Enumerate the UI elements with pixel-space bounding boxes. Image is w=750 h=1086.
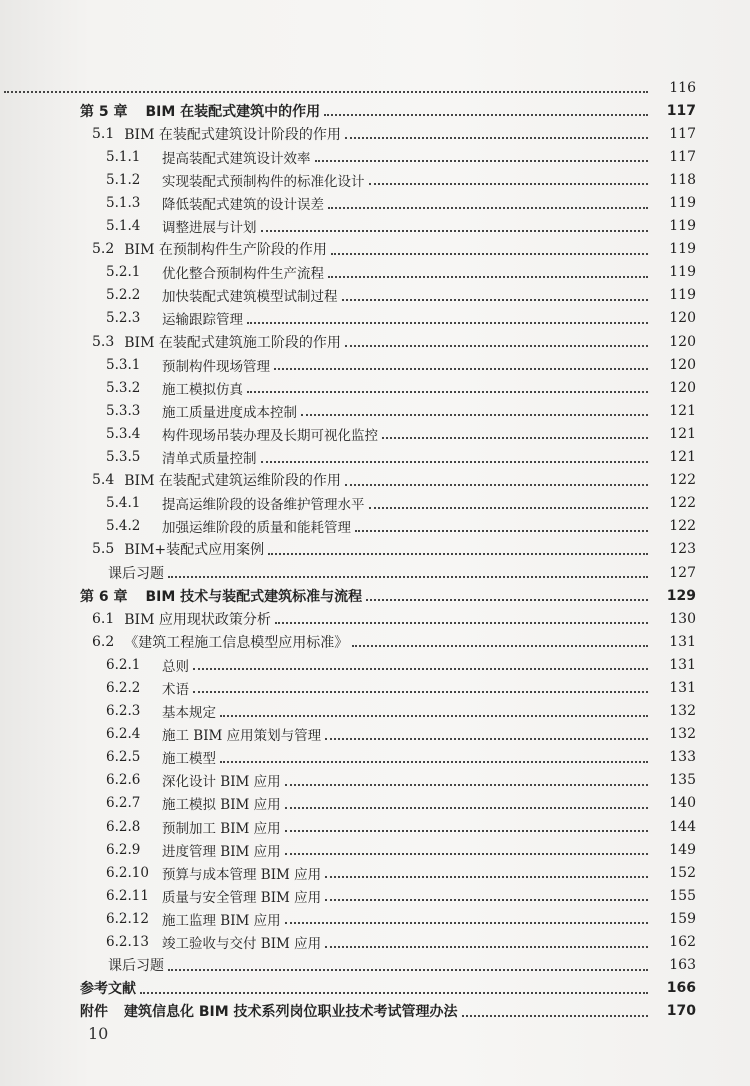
toc-entry-number: 5.3.2 <box>106 379 141 396</box>
toc-entry-label <box>106 840 281 860</box>
toc-entry-label <box>106 932 321 952</box>
toc-entry-title: 运输跟踪管理 <box>162 312 243 329</box>
toc-entry-page: 149 <box>669 841 696 858</box>
toc-entry-title: BIM 在装配式建筑设计阶段的作用 <box>124 126 341 143</box>
toc-entry-label <box>106 701 216 721</box>
toc-entry-label <box>80 978 136 998</box>
toc-entry <box>0 538 750 561</box>
dot-leader <box>325 737 648 740</box>
toc-entry-title: 进度管理 BIM 应用 <box>162 843 281 860</box>
dot-leader <box>328 275 648 278</box>
toc-entry-page: 120 <box>669 356 696 373</box>
toc-entry-label <box>106 170 365 190</box>
toc-entry-label <box>106 262 324 282</box>
toc-entry-label <box>106 678 189 698</box>
toc-entry <box>0 954 750 977</box>
toc-entry-page: 144 <box>669 818 696 835</box>
toc-entry-page: 152 <box>669 864 696 881</box>
toc-entry-page: 119 <box>669 195 696 212</box>
toc-entry-title: 竣工验收与交付 BIM 应用 <box>162 936 322 953</box>
toc-entry-label <box>106 516 351 536</box>
toc-entry <box>0 792 750 815</box>
toc-entry-page: 120 <box>669 333 696 350</box>
toc-entry-page: 131 <box>669 633 696 650</box>
toc-entry-page: 121 <box>669 449 696 466</box>
toc-entry-label <box>106 401 297 421</box>
toc-entry-label <box>92 609 271 629</box>
toc-entry-number: 5.2.2 <box>106 287 141 304</box>
toc-entry-label <box>108 955 164 975</box>
toc-entry-title: 建筑信息化 BIM 技术系列岗位职业技术考试管理办法 <box>124 1004 458 1021</box>
toc-entry-page: 119 <box>669 241 696 258</box>
toc-entry-title: 施工监理 BIM 应用 <box>162 912 281 929</box>
toc-entry-page: 116 <box>669 79 696 96</box>
toc-entry-title: BIM 技术与装配式建筑标准与流程 <box>145 588 363 605</box>
toc-entry <box>0 884 750 907</box>
toc-entry-label <box>106 193 324 213</box>
dot-leader <box>285 852 648 855</box>
toc-entry-number: 5.2.1 <box>106 264 141 281</box>
toc-entry-number: 5.3.1 <box>106 356 141 373</box>
toc-entry-title: 优化整合预制构件生产流程 <box>162 266 324 283</box>
dot-leader <box>352 644 648 647</box>
toc-entry-label <box>92 470 341 490</box>
toc-entry-title: 调整进展与计划 <box>162 220 257 237</box>
toc-entry-title: 术语 <box>162 681 189 698</box>
dot-leader <box>366 598 648 601</box>
toc-entry-number: 6.2.7 <box>106 795 141 812</box>
toc-entry-page: 119 <box>669 264 696 281</box>
toc-entry <box>0 630 750 653</box>
dot-leader <box>4 90 648 93</box>
toc-entry-number: 6.2.8 <box>106 818 141 835</box>
toc-entry <box>0 353 750 376</box>
toc-entry-number: 6.2.13 <box>106 934 149 951</box>
toc-entry-label <box>106 216 257 236</box>
dot-leader <box>274 367 648 370</box>
toc-entry-label <box>106 863 321 883</box>
toc-entry-label <box>106 447 257 467</box>
dot-leader <box>261 460 649 463</box>
toc-entry-title: 总则 <box>162 658 189 675</box>
toc-entry <box>0 746 750 769</box>
toc-entry <box>0 307 750 330</box>
toc-entry-number: 6.2 <box>92 633 115 650</box>
toc-entry-label <box>92 239 327 259</box>
toc-entry <box>0 446 750 469</box>
dot-leader <box>345 483 648 486</box>
toc-entry-label <box>92 332 341 352</box>
dot-leader <box>193 690 648 693</box>
dot-leader <box>285 921 648 924</box>
toc-entry-number: 5.1 <box>92 125 115 142</box>
toc-entry-title: 预制构件现场管理 <box>162 358 270 375</box>
dot-leader <box>220 714 648 717</box>
toc-entry-label <box>106 493 365 513</box>
toc-entry <box>0 168 750 191</box>
toc-entry <box>0 861 750 884</box>
toc-entry <box>0 284 750 307</box>
toc-entry-number: 6.2.3 <box>106 703 141 720</box>
toc-entry-page: 132 <box>669 703 696 720</box>
dot-leader <box>345 136 648 139</box>
toc-entry-title: 施工质量进度成本控制 <box>162 404 297 421</box>
toc-entry-label <box>80 586 362 606</box>
toc-entry-label <box>106 147 311 167</box>
dot-leader <box>325 945 648 948</box>
toc-entry-page: 117 <box>669 148 696 165</box>
dot-leader <box>301 413 648 416</box>
toc-entry <box>0 422 750 445</box>
toc-entry <box>0 584 750 607</box>
toc-entry <box>0 99 750 122</box>
toc-entry-title: BIM 在预制构件生产阶段的作用 <box>124 242 327 259</box>
toc-entry-page: 117 <box>669 125 696 142</box>
toc-entry-number: 第 5 章 <box>80 103 128 120</box>
toc-entry-title: 施工模拟 BIM 应用 <box>162 797 281 814</box>
toc-entry-number: 5.4 <box>92 472 115 489</box>
toc-entry-title: 课后习题 <box>108 565 164 582</box>
toc-entry-page: 121 <box>669 402 696 419</box>
toc-entry-title: BIM 应用现状政策分析 <box>124 611 271 628</box>
dot-leader <box>342 298 649 301</box>
toc-entry-label <box>106 793 281 813</box>
toc-entry-page: 118 <box>669 171 696 188</box>
toc-entry-page: 122 <box>669 518 696 535</box>
toc-entry-title: 构件现场吊装办理及长期可视化监控 <box>162 427 378 444</box>
toc-entry-label <box>106 886 321 906</box>
toc-entry-page: 132 <box>669 726 696 743</box>
dot-leader <box>168 968 648 971</box>
dot-leader <box>328 206 648 209</box>
toc-entry-title: BIM 在装配式建筑施工阶段的作用 <box>124 334 341 351</box>
toc-entry <box>0 399 750 422</box>
dot-leader <box>355 529 648 532</box>
toc-entry-number: 5.1.3 <box>106 195 141 212</box>
toc-entry-title: 清单式质量控制 <box>162 451 257 468</box>
toc-entry-label <box>106 655 189 675</box>
dot-leader <box>268 552 648 555</box>
toc-entry-title: 施工模型 <box>162 751 216 768</box>
toc-entry <box>0 930 750 953</box>
toc-entry-label <box>106 378 243 398</box>
toc-entry-title: 参考文献 <box>80 981 136 998</box>
toc-entry-label <box>92 632 348 652</box>
toc-entry-page: 162 <box>669 934 696 951</box>
table-of-contents <box>0 76 750 1023</box>
toc-entry-title: 施工模拟仿真 <box>162 381 243 398</box>
toc-entry-number: 第 6 章 <box>80 588 128 605</box>
toc-entry-title: 加强运维阶段的质量和能耗管理 <box>162 520 351 537</box>
toc-entry-page: 119 <box>669 287 696 304</box>
dot-leader <box>369 182 649 185</box>
toc-entry-title: BIM 在装配式建筑中的作用 <box>145 103 321 120</box>
toc-entry-page: 133 <box>669 749 696 766</box>
toc-entry-number: 附件 <box>80 1004 108 1021</box>
dot-leader <box>462 1014 648 1017</box>
toc-entry-number: 5.3.5 <box>106 449 141 466</box>
toc-entry-title: 降低装配式建筑的设计误差 <box>162 197 324 214</box>
toc-entry-number: 6.2.1 <box>106 656 141 673</box>
toc-entry <box>0 191 750 214</box>
dot-leader <box>285 829 648 832</box>
toc-entry <box>0 492 750 515</box>
dot-leader <box>140 991 648 994</box>
toc-entry <box>0 653 750 676</box>
toc-entry-page: 130 <box>669 610 696 627</box>
toc-entry-number: 6.2.9 <box>106 841 141 858</box>
dot-leader <box>247 321 648 324</box>
toc-entry-label <box>106 909 281 929</box>
toc-entry-number: 5.1.2 <box>106 171 141 188</box>
toc-entry <box>0 145 750 168</box>
toc-entry-number: 5.3 <box>92 333 115 350</box>
toc-entry <box>0 122 750 145</box>
toc-entry <box>0 215 750 238</box>
toc-entry-label <box>92 539 264 559</box>
toc-entry <box>0 1000 750 1023</box>
dot-leader <box>261 229 649 232</box>
toc-entry-number: 5.1.4 <box>106 218 141 235</box>
toc-entry-number: 6.2.5 <box>106 749 141 766</box>
toc-entry-page: 129 <box>666 587 696 604</box>
dot-leader <box>285 806 648 809</box>
page-number: 10 <box>88 1024 109 1043</box>
toc-entry-number: 5.3.4 <box>106 425 141 442</box>
toc-entry-title: BIM 在装配式建筑运维阶段的作用 <box>124 473 341 490</box>
dot-leader <box>331 252 648 255</box>
toc-entry-label <box>106 308 243 328</box>
toc-entry <box>0 376 750 399</box>
toc-entry-page: 123 <box>669 541 696 558</box>
toc-entry-label <box>106 817 281 837</box>
toc-entry-page: 135 <box>669 772 696 789</box>
toc-entry <box>0 977 750 1000</box>
toc-entry <box>0 76 750 99</box>
toc-entry-page: 120 <box>669 310 696 327</box>
toc-entry-label <box>80 1001 458 1021</box>
toc-entry-title: 基本规定 <box>162 705 216 722</box>
toc-entry-title: 提高运维阶段的设备维护管理水平 <box>162 497 365 514</box>
dot-leader <box>369 506 649 509</box>
toc-entry <box>0 769 750 792</box>
toc-entry-page: 120 <box>669 379 696 396</box>
toc-entry-page: 159 <box>669 910 696 927</box>
toc-entry-title: 预制加工 BIM 应用 <box>162 820 281 837</box>
toc-entry <box>0 261 750 284</box>
toc-entry <box>0 700 750 723</box>
toc-entry-number: 5.5 <box>92 541 115 558</box>
toc-entry-number: 5.1.1 <box>106 148 141 165</box>
toc-entry-page: 122 <box>669 495 696 512</box>
toc-entry-title: 预算与成本管理 BIM 应用 <box>162 866 322 883</box>
toc-entry-title: 实现装配式预制构件的标准化设计 <box>162 173 365 190</box>
toc-entry <box>0 723 750 746</box>
toc-entry-title: 施工 BIM 应用策划与管理 <box>162 728 322 745</box>
toc-entry <box>0 561 750 584</box>
toc-entry-page: 163 <box>669 957 696 974</box>
toc-entry-label <box>106 285 338 305</box>
toc-entry-page: 131 <box>669 679 696 696</box>
toc-entry-label <box>106 424 378 444</box>
toc-entry-number: 5.2.3 <box>106 310 141 327</box>
dot-leader <box>382 436 648 439</box>
toc-entry-number: 6.2.10 <box>106 864 149 881</box>
toc-entry-number: 5.4.2 <box>106 518 141 535</box>
dot-leader <box>168 575 648 578</box>
toc-entry <box>0 469 750 492</box>
toc-entry-page: 117 <box>666 102 696 119</box>
dot-leader <box>193 667 648 670</box>
toc-entry-page: 122 <box>669 472 696 489</box>
toc-entry-label <box>106 355 270 375</box>
toc-entry-title: 《建筑工程施工信息模型应用标准》 <box>124 634 349 651</box>
toc-entry-title: 质量与安全管理 BIM 应用 <box>162 889 322 906</box>
toc-entry-page: 121 <box>669 425 696 442</box>
toc-entry-number: 6.2.12 <box>106 910 149 927</box>
toc-entry <box>0 607 750 630</box>
toc-entry-title: 提高装配式建筑设计效率 <box>162 150 311 167</box>
dot-leader <box>345 344 648 347</box>
dot-leader <box>315 159 649 162</box>
toc-entry-number: 6.2.11 <box>106 887 149 904</box>
toc-entry <box>0 907 750 930</box>
toc-entry-label <box>108 563 164 583</box>
toc-entry-label <box>106 747 216 767</box>
toc-entry <box>0 238 750 261</box>
toc-entry-number: 5.3.3 <box>106 402 141 419</box>
dot-leader <box>247 390 648 393</box>
toc-entry-page: 131 <box>669 656 696 673</box>
toc-entry-label <box>106 770 281 790</box>
toc-entry-number: 5.2 <box>92 241 115 258</box>
dot-leader <box>324 113 648 116</box>
toc-entry <box>0 838 750 861</box>
toc-entry-page: 140 <box>669 795 696 812</box>
toc-entry <box>0 330 750 353</box>
toc-entry-title: BIM+装配式应用案例 <box>124 542 265 559</box>
toc-entry-page: 166 <box>666 980 696 997</box>
toc-entry-number: 5.4.1 <box>106 495 141 512</box>
dot-leader <box>325 875 648 878</box>
dot-leader <box>325 898 648 901</box>
toc-entry-label <box>80 101 320 121</box>
toc-entry-number: 6.2.6 <box>106 772 141 789</box>
toc-entry-label <box>92 124 341 144</box>
toc-entry-page: 170 <box>666 1003 696 1020</box>
toc-entry-number: 6.1 <box>92 610 115 627</box>
toc-entry-page: 155 <box>669 887 696 904</box>
toc-entry-page: 119 <box>669 218 696 235</box>
toc-entry-title: 深化设计 BIM 应用 <box>162 774 281 791</box>
toc-entry-title: 课后习题 <box>108 958 164 975</box>
toc-entry-label <box>106 724 321 744</box>
toc-entry <box>0 676 750 699</box>
toc-entry <box>0 515 750 538</box>
toc-entry-page: 127 <box>669 564 696 581</box>
toc-entry-title: 加快装配式建筑模型试制过程 <box>162 289 338 306</box>
dot-leader <box>220 760 648 763</box>
toc-entry <box>0 815 750 838</box>
dot-leader <box>275 621 648 624</box>
toc-entry-number: 6.2.4 <box>106 726 141 743</box>
dot-leader <box>285 783 648 786</box>
toc-entry-number: 6.2.2 <box>106 679 141 696</box>
